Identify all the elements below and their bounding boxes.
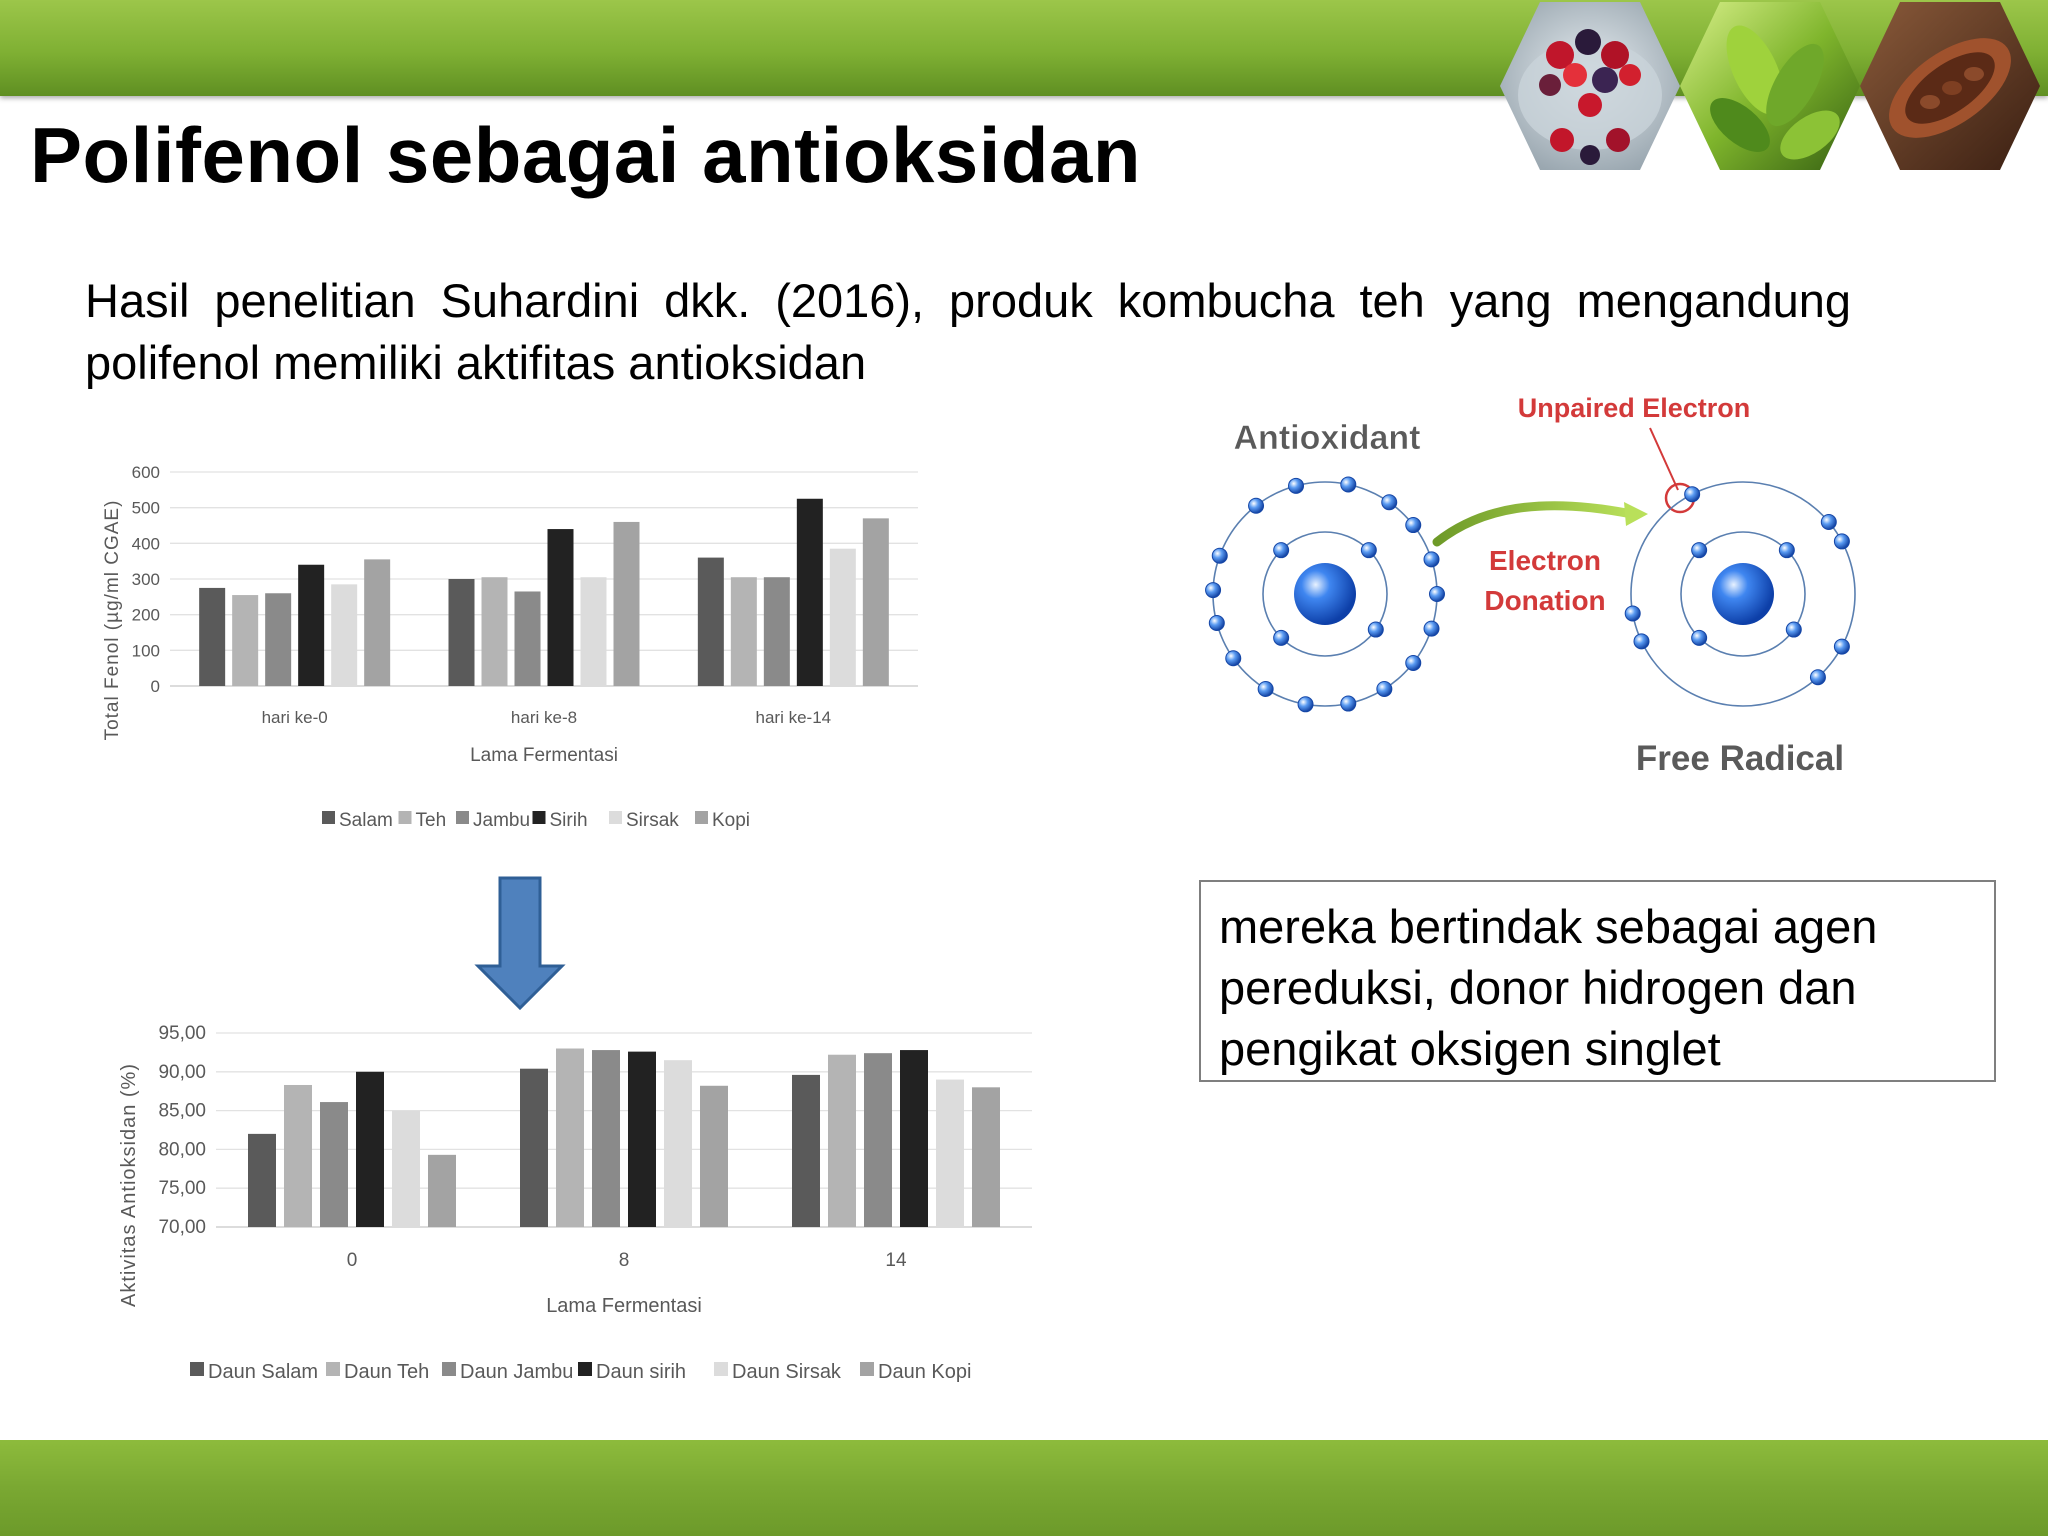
c1-bar-kopi-hari-ke-14 — [863, 518, 889, 686]
electron — [1341, 477, 1356, 492]
c2-legend-item: Daun Salam — [208, 1361, 319, 1383]
c2-bar-daun-kopi-14 — [972, 1087, 1000, 1227]
free-radical-label: Free Radical — [1635, 739, 1845, 778]
c2-x-tick-label: 14 — [885, 1250, 907, 1271]
intro-paragraph: Hasil penelitian Suhardini dkk. (2016), produk kombucha teh yang mengandung polifenol memiliki aktifitas antioksidan — [85, 274, 1851, 389]
electron-donation-label-2: Donation — [1484, 585, 1606, 616]
c1-y-tick-label: 0 — [150, 677, 160, 696]
c1-legend-swatch — [609, 811, 622, 824]
electron — [1821, 515, 1836, 530]
electron — [1424, 621, 1439, 636]
c2-y-tick-label: 90,00 — [158, 1061, 206, 1083]
bottom-green-band — [0, 1440, 2048, 1536]
c1-bar-sirsak-hari-ke-14 — [830, 549, 856, 686]
c2-bar-daun-sirsak-8 — [664, 1060, 692, 1227]
header-photo-strip — [1500, 0, 2048, 172]
c1-bar-jambu-hari-ke-0 — [265, 593, 291, 686]
c2-legend-swatch — [860, 1362, 874, 1376]
electron — [1685, 487, 1700, 502]
chart2-y-axis-title: Aktivitas Antioksidan (%) — [118, 1063, 140, 1307]
c2-bar-daun-teh-14 — [828, 1055, 856, 1227]
electron — [1810, 670, 1825, 685]
c1-legend-item: Kopi — [712, 810, 751, 831]
electron — [1274, 543, 1289, 558]
antioxidant-diagram — [1180, 380, 1900, 790]
electron — [1424, 552, 1439, 567]
electron — [1341, 696, 1356, 711]
c2-y-tick-label: 75,00 — [158, 1178, 206, 1200]
c2-bar-daun-teh-8 — [556, 1049, 584, 1227]
electron — [1298, 697, 1313, 712]
c2-legend-item: Daun Sirsak — [732, 1361, 841, 1383]
electron — [1625, 606, 1640, 621]
cocoa-pod-photo — [1860, 2, 2040, 170]
chart1-y-axis-title: Total Fenol (µg/ml CGAE) — [102, 499, 123, 741]
c1-bar-sirih-hari-ke-14 — [797, 499, 823, 686]
unpaired-electron-pointer — [1650, 428, 1678, 490]
c2-bar-daun-kopi-8 — [700, 1086, 728, 1227]
c1-legend-swatch — [456, 811, 469, 824]
c2-bar-daun-salam-14 — [792, 1075, 820, 1227]
electron — [1430, 587, 1445, 602]
electron — [1206, 583, 1221, 598]
c1-bar-sirsak-hari-ke-8 — [581, 577, 607, 686]
c2-x-tick-label: 0 — [346, 1250, 358, 1271]
electron — [1406, 518, 1421, 533]
c2-legend-swatch — [326, 1362, 340, 1376]
free-radical-atom — [1625, 482, 1855, 706]
c2-bar-daun-sirih-8 — [628, 1052, 656, 1227]
tea-leaves-photo — [1680, 2, 1860, 170]
c2-bar-daun-sirih-14 — [900, 1050, 928, 1227]
c1-legend-swatch — [695, 811, 708, 824]
berries-bowl-photo — [1500, 2, 1680, 170]
c1-x-tick-label: hari ke-8 — [510, 708, 578, 727]
c1-legend-swatch — [533, 811, 546, 824]
c2-legend-item: Daun Jambu — [460, 1361, 574, 1383]
c1-legend-swatch — [399, 811, 412, 824]
electron — [1361, 543, 1376, 558]
electron — [1692, 630, 1707, 645]
electron — [1289, 478, 1304, 493]
c2-legend-swatch — [578, 1362, 592, 1376]
electron — [1274, 630, 1289, 645]
c1-bar-salam-hari-ke-0 — [199, 588, 225, 686]
c2-legend-item: Daun Teh — [344, 1361, 430, 1383]
c1-bar-sirih-hari-ke-0 — [298, 565, 324, 686]
c1-y-tick-label: 200 — [131, 605, 160, 625]
c1-y-tick-label: 500 — [131, 498, 160, 518]
c1-bar-teh-hari-ke-14 — [731, 577, 757, 686]
c1-y-tick-label: 600 — [131, 463, 160, 482]
electron-donation-arrow — [1437, 502, 1648, 542]
electron — [1406, 655, 1421, 670]
c1-legend-item: Sirih — [549, 810, 588, 831]
electron — [1258, 681, 1273, 696]
electron-donation-label-1: Electron — [1488, 545, 1602, 576]
electron — [1368, 622, 1383, 637]
c1-bar-teh-hari-ke-0 — [232, 595, 258, 686]
c2-legend-item: Daun Kopi — [878, 1361, 972, 1383]
chart1-x-axis-title: Lama Fermentasi — [470, 745, 618, 766]
c2-y-tick-label: 80,00 — [158, 1139, 206, 1161]
c2-legend-swatch — [190, 1362, 204, 1376]
electron — [1382, 495, 1397, 510]
c2-bar-daun-salam-8 — [520, 1069, 548, 1227]
c1-y-tick-label: 300 — [131, 570, 160, 589]
electron — [1634, 634, 1649, 649]
total-fenol-chart — [90, 440, 950, 850]
c1-legend-item: Teh — [415, 810, 447, 831]
c2-bar-daun-sirsak-0 — [392, 1111, 420, 1227]
c1-legend-item: Salam — [339, 810, 393, 831]
chart2-x-axis-title: Lama Fermentasi — [546, 1295, 702, 1317]
c1-y-tick-label: 400 — [131, 534, 160, 554]
electron — [1209, 615, 1224, 630]
c1-bar-sirsak-hari-ke-0 — [331, 584, 357, 686]
c2-bar-daun-jambu-0 — [320, 1102, 348, 1227]
c1-bar-teh-hari-ke-8 — [482, 577, 508, 686]
electron — [1377, 681, 1392, 696]
electron — [1249, 498, 1264, 513]
c2-bar-daun-teh-0 — [284, 1085, 312, 1227]
c1-legend-item: Sirsak — [626, 810, 679, 831]
c2-bar-daun-jambu-14 — [864, 1053, 892, 1227]
c2-bar-daun-jambu-8 — [592, 1050, 620, 1227]
c2-y-tick-label: 85,00 — [158, 1100, 206, 1122]
electron — [1834, 639, 1849, 654]
c2-y-tick-label: 70,00 — [158, 1217, 206, 1238]
c1-y-tick-label: 100 — [131, 641, 160, 661]
electron — [1692, 543, 1707, 558]
electron — [1834, 534, 1849, 549]
antioxidant-label: Antioxidant — [1233, 419, 1421, 457]
c2-bar-daun-kopi-0 — [428, 1155, 456, 1227]
c2-x-tick-label: 8 — [618, 1250, 630, 1271]
electron — [1212, 548, 1227, 563]
c2-bar-daun-salam-0 — [248, 1134, 276, 1227]
c2-legend-swatch — [714, 1362, 728, 1376]
callout-box — [1199, 880, 1996, 1082]
c1-legend-swatch — [322, 811, 335, 824]
electron — [1226, 651, 1241, 666]
c1-bar-salam-hari-ke-8 — [449, 579, 475, 686]
c2-y-tick-label: 95,00 — [158, 1023, 206, 1044]
c1-bar-kopi-hari-ke-8 — [614, 522, 640, 686]
electron — [1779, 543, 1794, 558]
c1-bar-jambu-hari-ke-14 — [764, 577, 790, 686]
c1-x-tick-label: hari ke-0 — [261, 708, 328, 727]
unpaired-electron-label: Unpaired Electron — [1517, 393, 1751, 423]
down-arrow — [470, 874, 570, 1014]
antioxidant-activity-chart — [110, 1010, 1060, 1410]
antioxidant-atom — [1206, 477, 1445, 712]
page-title: Polifenol sebagai antioksidan — [30, 111, 1142, 199]
c2-legend-item: Daun sirih — [596, 1361, 687, 1383]
c1-legend-item: Jambu — [473, 810, 531, 831]
callout-text: mereka bertindak sebagai agen pereduksi, donor hidrogen dan pengikat oksigen singlet — [1219, 900, 1878, 1075]
c1-x-tick-label: hari ke-14 — [755, 708, 832, 727]
c1-bar-kopi-hari-ke-0 — [364, 559, 390, 686]
c1-bar-sirih-hari-ke-8 — [548, 529, 574, 686]
c2-legend-swatch — [442, 1362, 456, 1376]
c1-bar-jambu-hari-ke-8 — [515, 591, 541, 686]
c2-bar-daun-sirih-0 — [356, 1072, 384, 1227]
electron — [1786, 622, 1801, 637]
c2-bar-daun-sirsak-14 — [936, 1080, 964, 1227]
c1-bar-salam-hari-ke-14 — [698, 558, 724, 686]
